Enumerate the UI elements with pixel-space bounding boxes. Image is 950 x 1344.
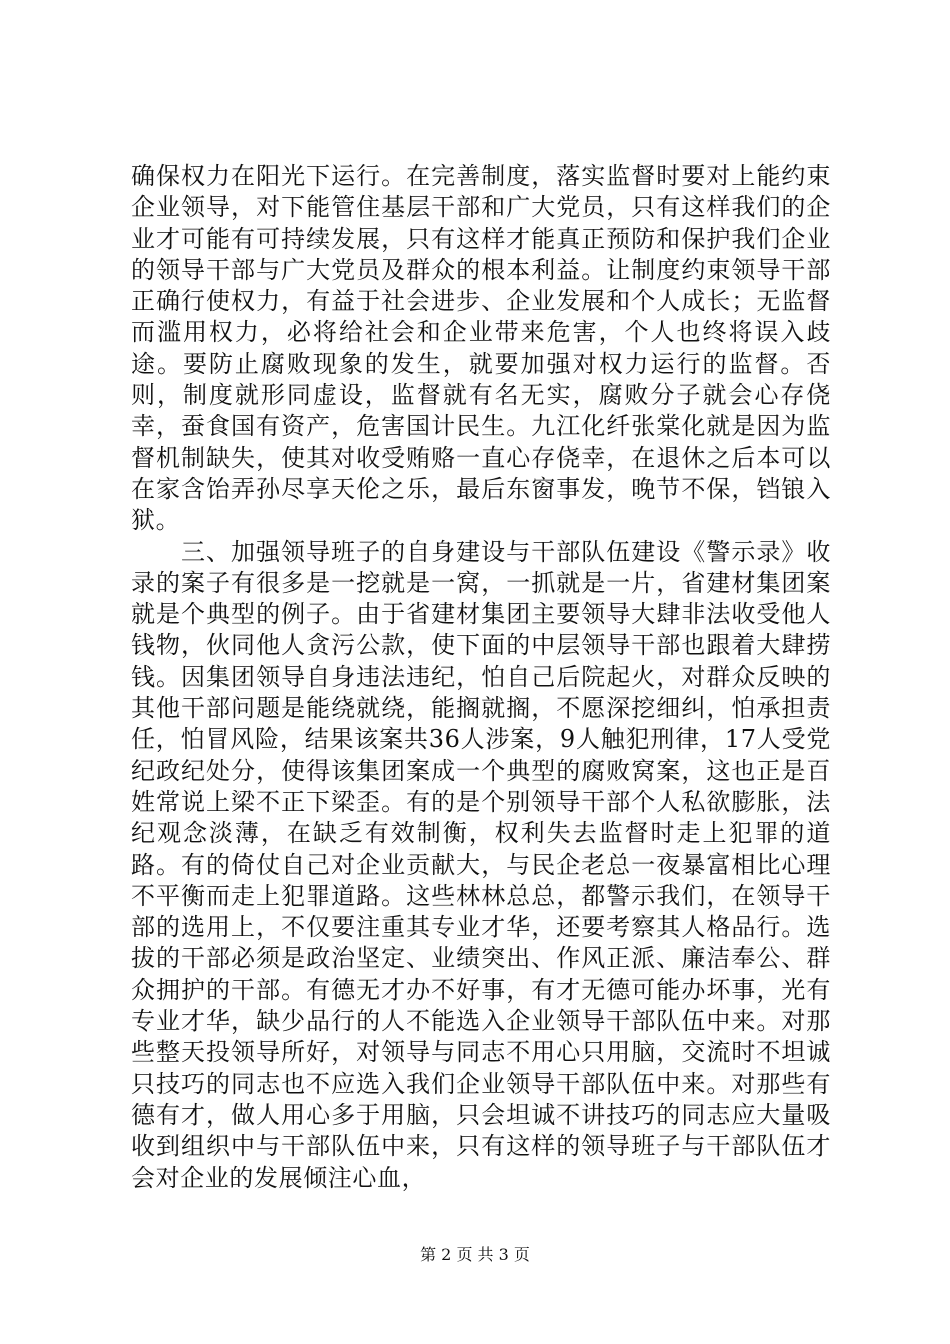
paragraph-1: 确保权力在阳光下运行。在完善制度，落实监督时要对上能约束企业领导，对下能管住基层干部和广大党员，只有这样我们的企业才可能有可持续发展，只有这样才能真正预防和保护我们企业的领导干部与广大党员及群众的根本利益。让制度约束领导干部正确行使权力，有益于社会进步、企业发展和个人成长；无监督而滥用权力，必将给社会和企业带来危害，个人也终将误入歧途。要防止腐败现象的发生，就要加强对权力运行的监督。否则，制度就形同虚设，监督就有名无实，腐败分子就会心存侥幸，蚕食国有资产，危害国计民生。九江化纤张棠化就是因为监督机制缺失，使其对收受贿赂一直心存侥幸，在退休之后本可以在家含饴弄孙尽享天伦之乐，最后东窗事发，晚节不保，铛锒入狱。 (131, 162, 831, 535)
page-footer: 第 2 页 共 3 页 (420, 1245, 530, 1264)
document-body (131, 161, 831, 1194)
paragraph-2: 三、加强领导班子的自身建设与干部队伍建设《警示录》收录的案子有很多是一挖就是一窝，一抓就是一片，省建材集团案就是个典型的例子。由于省建材集团主要领导大肆非法收受他人钱物，伙同他人贪污公款，使下面的中层领导干部也跟着大肆捞钱。因集团领导自身违法违纪，怕自己后院起火，对群众反映的其他干部问题是能绕就绕，能搁就搁，不愿深挖细纠，怕承担责任，怕冒风险，结果该案共36人涉案，9人触犯刑律，17人受党纪政纪处分，使得该集团案成一个典型的腐败窝案，这也正是百姓常说上梁不正下梁歪。有的是个别领导干部个人私欲膨胀，法纪观念淡薄，在缺乏有效制衡，权利失去监督时走上犯罪的道路。有的倚仗自己对企业贡献大，与民企老总一夜暴富相比心理不平衡而走上犯罪道路。这些林林总总，都警示我们，在领导干部的选用上，不仅要注重其专业才华，还要考察其人格品行。选拔的干部必须是政治坚定、业绩突出、作风正派、廉洁奉公、群众拥护的干部。有德无才办不好事，有才无德可能办坏事，光有专业才华，缺少品行的人不能选入企业领导干部队伍中来。对那些整天投领导所好，对领导与同志不用心只用脑，交流时不坦诚只技巧的同志也不应选入我们企业领导干部队伍中来。对那些有德有才，做人用心多于用脑，只会坦诚不讲技巧的同志应大量吸收到组织中与干部队伍中来，只有这样的领导班子与干部队伍才会对企业的发展倾注心血， (131, 537, 831, 1192)
